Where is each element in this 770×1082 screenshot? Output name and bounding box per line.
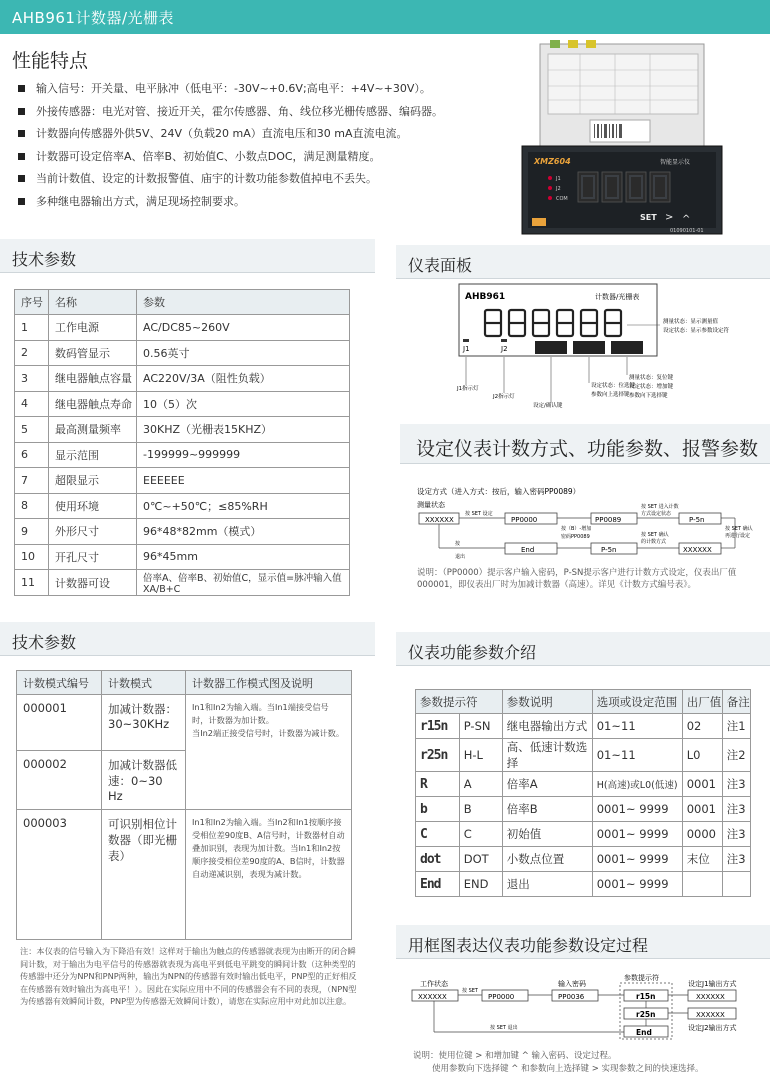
cell: 最高测量频率 — [49, 417, 137, 443]
cell: 倍率A — [502, 772, 592, 797]
flow-label: 密码PP0089 — [561, 534, 590, 540]
cell: 4 — [15, 391, 49, 417]
cell: 0℃~+50℃；≤85%RH — [137, 493, 350, 519]
cell: 继电器输出方式 — [502, 714, 592, 739]
cell: 0001~ 9999 — [592, 797, 682, 822]
table-row — [416, 847, 751, 872]
feature-item: 输入信号：开关量、电平脉冲（低电平：-30V~+0.6V;高电平：+4V~+30V）。 — [16, 78, 516, 101]
cell: 02 — [682, 714, 722, 739]
flow-box: End — [521, 546, 535, 554]
cell: 8 — [15, 493, 49, 519]
cell: 超限显示 — [49, 468, 137, 494]
panel-model: AHB961 — [465, 292, 506, 302]
cell: 显示范围 — [49, 442, 137, 468]
set-key — [535, 341, 567, 354]
cell: 退出 — [502, 872, 592, 897]
svg-text:>: > — [665, 212, 674, 223]
device-label: 智能显示仪 — [660, 159, 691, 166]
table-row — [15, 417, 350, 443]
page-title: AHB961计数器/光栅表 — [12, 9, 175, 27]
flow-label: 按 SET 退出 — [490, 1025, 518, 1031]
flow-box: XXXXXX — [696, 1011, 725, 1019]
cell: 外形尺寸 — [49, 519, 137, 545]
cell: 000003 — [17, 810, 102, 940]
key3-label-b: 设定状态：增加键 — [629, 384, 674, 390]
table-row — [416, 739, 751, 772]
col-header: 参数提示符 — [416, 690, 503, 714]
feature-item: 计数器向传感器外供5V、24V（负载20 mA）直流电压和30 mA直流电流。 — [16, 123, 516, 146]
flow-box: PP0036 — [558, 993, 585, 1001]
counting-flow-diagram — [415, 482, 767, 568]
panel-j2: J2 — [501, 345, 508, 353]
cell: A — [459, 772, 502, 797]
cell: H-L — [459, 739, 502, 772]
j2-label: J2指示灯 — [493, 394, 515, 400]
cell: C — [416, 822, 460, 847]
cell: B — [459, 797, 502, 822]
flow-box: PP0000 — [511, 516, 538, 524]
table-row — [15, 366, 350, 392]
cell: 0001~ 9999 — [592, 872, 682, 897]
cell: L0 — [682, 739, 722, 772]
cell: C — [459, 822, 502, 847]
col-header: 参数 — [137, 290, 350, 315]
section-title: 设定仪表计数方式、功能参数、报警参数 — [416, 438, 759, 460]
cell: 96*48*82mm（模式） — [137, 519, 350, 545]
section-counting-modes — [0, 622, 375, 656]
cell: 加减计数器：30~30KHz — [102, 695, 186, 751]
cell: 000002 — [17, 751, 102, 810]
cell: 可识别相位计数器（即光栅表） — [102, 810, 186, 940]
cell: AC220V/3A（阻性负载） — [137, 366, 350, 392]
table-row — [416, 797, 751, 822]
table-row — [15, 570, 350, 596]
flow-box: r25n — [636, 1010, 656, 1019]
table-row — [15, 493, 350, 519]
features-list — [16, 78, 516, 213]
cell: 7 — [15, 468, 49, 494]
cell: 11 — [15, 570, 49, 596]
col-header: 出厂值 — [682, 690, 722, 714]
flow-label: 按 SET 确认 — [641, 532, 669, 538]
cell: 5 — [15, 417, 49, 443]
table-row — [15, 468, 350, 494]
tech-params-table — [14, 289, 350, 596]
svg-text:J1: J1 — [556, 176, 561, 182]
cell: 继电器触点寿命 — [49, 391, 137, 417]
cell: 96*45mm — [137, 544, 350, 570]
cell: r25n — [416, 739, 460, 772]
counting-intro: 设定方式（进入方式：按后，输入密码PP0089） — [417, 487, 581, 496]
table-header-row — [17, 671, 352, 695]
counting-modes-table — [16, 670, 352, 940]
up-key — [611, 341, 643, 354]
panel-note-2: 设定状态：显示参数设定符 — [663, 328, 730, 334]
device-set: SET — [640, 213, 657, 222]
flow-label: 按 SET 确认 — [725, 526, 753, 532]
col-header: 名称 — [49, 290, 137, 315]
feature-item: 当前计数值、设定的计数报警值、庙宇的计数功能参数值掉电不丢失。 — [16, 168, 516, 191]
table-row — [17, 695, 352, 751]
table-row — [15, 315, 350, 341]
cell: 注3 — [722, 797, 750, 822]
section-tech-params — [0, 239, 375, 273]
svg-text:COM: COM — [556, 196, 568, 202]
flow-box: XXXXXX — [696, 993, 725, 1001]
key3-label-c: 参数向下选择键 — [629, 393, 668, 399]
cell: EEEEEE — [137, 468, 350, 494]
col-header: 计数模式 — [102, 671, 186, 695]
flow-box: XXXXXX — [425, 516, 454, 524]
flow-label: 按 SET — [462, 988, 478, 994]
cell: 6 — [15, 442, 49, 468]
flow-label: 再进行设定 — [725, 533, 751, 539]
flow-note-1: 说明：使用位键 > 和增加键 ^ 输入密码、设定过程。 — [413, 1051, 617, 1061]
flow-box: r15n — [636, 992, 656, 1001]
key2-label-a: 设定状态：位选键 — [591, 383, 636, 389]
cell: R — [416, 772, 460, 797]
cell — [682, 872, 722, 897]
device-code: 01090101-01 — [670, 228, 704, 234]
panel-type: 计数器/光栅表 — [595, 293, 640, 301]
table-header-row — [15, 290, 350, 315]
cell: -199999~999999 — [137, 442, 350, 468]
flow-label: 方式设定状态 — [641, 511, 672, 517]
footnote: 注：本仪表的信号输入为下降沿有效！这样对于输出为触点的传感器就表现为由断开的闭合瞬间计数，对于输出为电平信号的传感器就表现为高电平到低电平跳变的瞬间计数（这种类型的传感器中还分为NPN和PNP两种，输出为NPN的传感器有效时输出低电平，PNP型的正好相反在传感器有效时输出为高电平！）。因此在实际应用中不同的传感器会有不同的表现，（NPN型为传感器有效瞬间计数，PNP型为传感器无效瞬间计数），请您在实际应用中对此加以注意。 — [20, 946, 357, 1006]
cell: H(高速)或L0(低速) — [592, 772, 682, 797]
cell: 注1 — [722, 714, 750, 739]
cell: 开孔尺寸 — [49, 544, 137, 570]
feature-item: 多种继电器输出方式，满足现场控制要求。 — [16, 191, 516, 214]
flow-box: End — [636, 1028, 652, 1037]
j1-label: J1指示灯 — [457, 386, 479, 392]
cell: In1和In2为输入端。当In1端接受信号时，计数器为加计数。 当In2端正接受信号时，计数器为减计数。 — [186, 695, 352, 810]
cell: AC/DC85~260V — [137, 315, 350, 341]
cell: 初始值 — [502, 822, 592, 847]
table-row — [416, 822, 751, 847]
table-row — [17, 810, 352, 940]
section-panel — [396, 245, 770, 279]
table-row — [15, 544, 350, 570]
cell: 0001~ 9999 — [592, 822, 682, 847]
cell: 0001~ 9999 — [592, 847, 682, 872]
col-header: 计数模式编号 — [17, 671, 102, 695]
counting-note: 说明：（PP0000）提示客户输入密码，P-SN提示客户进行计数方式设定，仪表出厂值000001，即仪表出厂时为加减计数器（高速）。详见《计数方式编号表》。 — [417, 568, 737, 590]
section-title: 技术参数 — [12, 633, 77, 652]
cell: dot — [416, 847, 460, 872]
table-row — [416, 772, 751, 797]
cell: In1和In2为输入端。当In2和In1按顺序接受相位差90度B、A信号时，计数器材自动叠加识别，表现为加计数。当In1和In2按顺序接受相位差90度的A、B信时，计数器自动递减识别，表现为减计数。 — [186, 810, 352, 940]
flow-box: P-5n — [601, 546, 617, 554]
cell: 注3 — [722, 822, 750, 847]
table-row — [15, 519, 350, 545]
cell: 0.56英寸 — [137, 340, 350, 366]
section-flow — [396, 925, 770, 959]
flow-box: XXXXXX — [418, 993, 447, 1001]
cell: DOT — [459, 847, 502, 872]
cell: b — [416, 797, 460, 822]
flow-box: PP0089 — [595, 516, 622, 524]
flow-label: 输入密码 — [558, 980, 586, 988]
panel-j1: J1 — [463, 345, 470, 353]
cell — [722, 872, 750, 897]
flow-label: 设定J2输出方式 — [688, 1024, 737, 1032]
panel-note-1: 测量状态：显示测量值 — [663, 319, 719, 325]
cell: 01~11 — [592, 714, 682, 739]
section-function-params — [396, 632, 770, 666]
feature-item: 计数器可设定倍率A、倍率B、初始值C、小数点DOC，满足测量精度。 — [16, 146, 516, 169]
table-row — [416, 714, 751, 739]
key3-label-a: 测量状态：复位键 — [629, 375, 674, 381]
svg-text:^: ^ — [682, 214, 691, 225]
flow-note-2: 使用参数向下选择键 ^ 和参数向上选择键 > 实现参数之间的快速选择。 — [432, 1064, 704, 1074]
device-photo — [520, 40, 724, 236]
col-header: 选项或设定范围 — [592, 690, 682, 714]
flow-box: P-5n — [689, 516, 705, 524]
cell: r15n — [416, 714, 460, 739]
svg-text:J2: J2 — [556, 186, 561, 192]
flow-label: 按 SET 设定 — [465, 511, 493, 517]
flow-label: 的计数方式 — [641, 539, 667, 545]
cell: 1 — [15, 315, 49, 341]
table-header-row — [416, 690, 751, 714]
section-title: 技术参数 — [12, 250, 77, 269]
cell: END — [459, 872, 502, 897]
cell: 000001 — [17, 695, 102, 751]
flow-label: 按 — [455, 541, 461, 547]
shift-key — [573, 341, 605, 354]
flow-label: 退出 — [455, 554, 466, 560]
cell: P-SN — [459, 714, 502, 739]
section-title: 用框图表达仪表功能参数设定过程 — [408, 936, 649, 955]
cell: 3 — [15, 366, 49, 392]
col-header: 参数说明 — [502, 690, 592, 714]
section-title: 仪表面板 — [408, 256, 473, 275]
cell: 工作电源 — [49, 315, 137, 341]
cell: 0001 — [682, 772, 722, 797]
table-row — [15, 442, 350, 468]
counting-state: 测量状态 — [417, 501, 445, 509]
cell: 01~11 — [592, 739, 682, 772]
flow-box: PP0000 — [488, 993, 515, 1001]
cell: 9 — [15, 519, 49, 545]
cell: 注3 — [722, 847, 750, 872]
flow-label: 按 SET 进入计数 — [641, 504, 679, 510]
cell: 加减计数器低速：0~30 Hz — [102, 751, 186, 810]
cell: 使用环境 — [49, 493, 137, 519]
device-brand: XMZ604 — [534, 157, 571, 166]
cell: 0000 — [682, 822, 722, 847]
cell: 数码管显示 — [49, 340, 137, 366]
col-header: 计数器工作模式图及说明 — [186, 671, 352, 695]
cell: 0001 — [682, 797, 722, 822]
cell: 小数点位置 — [502, 847, 592, 872]
cell: 注2 — [722, 739, 750, 772]
cell: 10（5）次 — [137, 391, 350, 417]
cell: 高、低速计数选择 — [502, 739, 592, 772]
flow-label: 设定J1输出方式 — [688, 980, 737, 988]
cell: 2 — [15, 340, 49, 366]
param-flow-diagram — [410, 972, 766, 1044]
feature-item: 外接传感器：电光对管、接近开关，霍尔传感器、角、线位移光栅传感器、编码器。 — [16, 101, 516, 124]
panel-diagram — [455, 283, 755, 408]
flow-label: 工作状态 — [420, 980, 448, 988]
col-header: 备注 — [722, 690, 750, 714]
features-title: 性能特点 — [12, 50, 89, 72]
flow-label: 参数提示符 — [624, 974, 659, 982]
cell: End — [416, 872, 460, 897]
cell: 注3 — [722, 772, 750, 797]
cell: 30KHZ（光栅表15KHZ） — [137, 417, 350, 443]
flow-box: XXXXXX — [683, 546, 712, 554]
cell: 10 — [15, 544, 49, 570]
header-bar — [0, 0, 770, 34]
key2-label-b: 参数向上选择键 — [591, 392, 630, 398]
table-row — [416, 872, 751, 897]
cell: 计数器可设 — [49, 570, 137, 596]
table-row — [15, 391, 350, 417]
section-title: 仪表功能参数介绍 — [408, 643, 537, 662]
table-row — [15, 340, 350, 366]
cell: 继电器触点容量 — [49, 366, 137, 392]
flow-label: 按（B）-增加 — [561, 526, 592, 532]
cell: 倍率B — [502, 797, 592, 822]
cell: 末位 — [682, 847, 722, 872]
cell: 倍率A、倍率B、初始值C，显示值=脉冲输入值XA/B+C — [137, 570, 350, 596]
function-params-table — [415, 689, 751, 897]
key1-label: 设定/确认键 — [533, 403, 563, 408]
col-header: 序号 — [15, 290, 49, 315]
